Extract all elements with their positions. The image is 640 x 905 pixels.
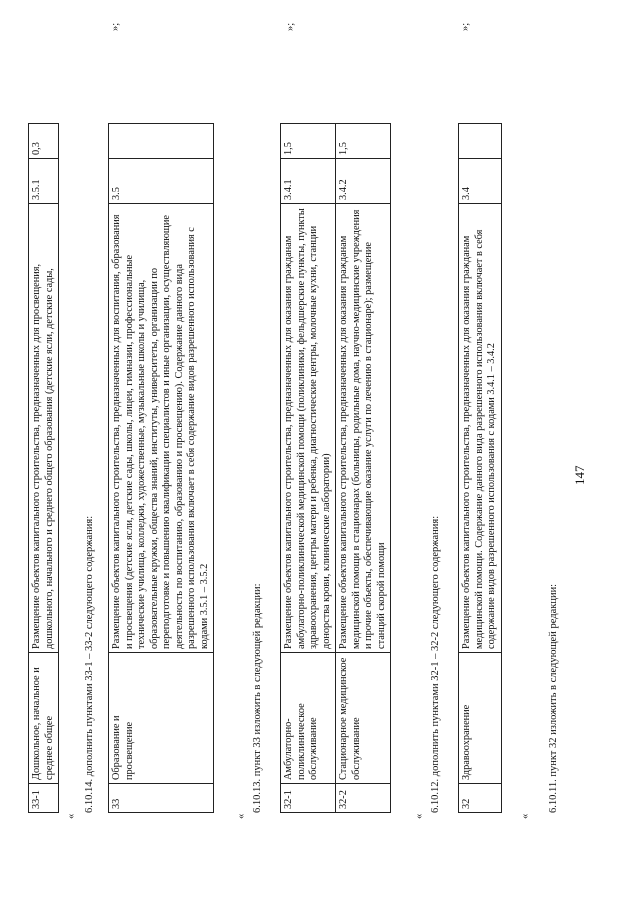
- section-heading-6-10-14: 6.10.14. дополнить пунктами 33-1 – 33-2 следующего содержания:: [84, 515, 95, 813]
- close-quote: »;: [460, 22, 471, 31]
- row-name: Образование и просвещение: [109, 653, 214, 784]
- row-number: 32-1: [281, 784, 336, 813]
- table-row: [336, 124, 391, 813]
- table-section-2: [280, 123, 391, 813]
- row-description: Размещение объектов капитального строительства, предназначенных для оказания гражданам амбулаторно-поликлинической медицинской помощи (поликлиники, фельдшерские пункты, пункты здравоохранения, центры матери и ребенка, диагностические центры, молочные кухни, станции донорства крови, клинические лаборатории): [281, 204, 336, 653]
- row-value: 1,5: [336, 124, 391, 159]
- row-code: 3.4.1: [281, 159, 336, 204]
- row-code: 3.4: [459, 159, 502, 204]
- table-row: [281, 124, 336, 813]
- row-code: 3.4.2: [336, 159, 391, 204]
- row-code: 3.5: [109, 159, 214, 204]
- table-section-4: [28, 123, 59, 813]
- open-quote: «: [520, 813, 531, 819]
- close-quote: »;: [110, 22, 121, 31]
- section-heading-6-10-12: 6.10.12. дополнить пунктами 32-1 – 32-2 следующего содержания:: [430, 515, 441, 813]
- row-description: Размещение объектов капитального строительства, предназначенных для оказания гражданам медицинской помощи в стационарах (больницы, родильные дома, научно-медицинские учреждения и прочие объекты, обеспечивающие оказание услуги по лечению в стационаре); размещение станций скорой помощи: [336, 204, 391, 653]
- section-heading-6-10-11: 6.10.11. пункт 32 изложить в следующей редакции:: [548, 583, 559, 813]
- row-description: Размещение объектов капитального строительства, предназначенных для просвещения, дошкольного, начального и среднего общего образования (детские ясли, детские сады,: [29, 204, 59, 653]
- page-number: 147: [572, 465, 587, 485]
- row-number: 32: [459, 784, 502, 813]
- row-code: 3.5.1: [29, 159, 59, 204]
- row-name: Дошкольное, начальное и среднее общее: [29, 653, 59, 784]
- section-heading-6-10-13: 6.10.13. пункт 33 изложить в следующей редакции:: [252, 583, 263, 813]
- open-quote: «: [66, 813, 77, 819]
- row-value: [459, 124, 502, 159]
- table-row: [109, 124, 214, 813]
- open-quote: «: [236, 813, 247, 819]
- row-name: Здравоохранение: [459, 653, 502, 784]
- table-section-1: [458, 123, 502, 813]
- open-quote: «: [414, 813, 425, 819]
- row-name: Амбулаторно-поликлиническое обслуживание: [281, 653, 336, 784]
- row-value: 1,5: [281, 124, 336, 159]
- row-value: 0,3: [29, 124, 59, 159]
- row-name: Стационарное медицинское обслуживание: [336, 653, 391, 784]
- table-row: [29, 124, 59, 813]
- table-section-3: [108, 123, 214, 813]
- row-number: 32-2: [336, 784, 391, 813]
- row-description: Размещение объектов капитального строительства, предназначенных для оказания гражданам медицинской помощи. Содержание данного вида разрешенного использования включает в себя содержание видов разрешенного использования с кодами 3.4.1 – 3.4.2: [459, 204, 502, 653]
- close-quote: »;: [285, 22, 296, 31]
- row-number: 33: [109, 784, 214, 813]
- table-row: [459, 124, 502, 813]
- row-description: Размещение объектов капитального строительства, предназначенных для воспитания, образования и просвещения (детские ясли, детские сады, школы, лицеи, гимназии, профессиональные технические училища, колледжи, художественные, музыкальные школы и училища, образовательные кружки, общества знаний, институты, университеты, организации по переподготовке и повышению квалификации специалистов и иные организации, осуществляющие деятельность по воспитанию, образованию и просвещению). Содержание данного вида разрешенного использования включает в себя содержание видов разрешенного использования с кодами 3.5.1 – 3.5.2: [109, 204, 214, 653]
- row-number: 33-1: [29, 784, 59, 813]
- row-value: [109, 124, 214, 159]
